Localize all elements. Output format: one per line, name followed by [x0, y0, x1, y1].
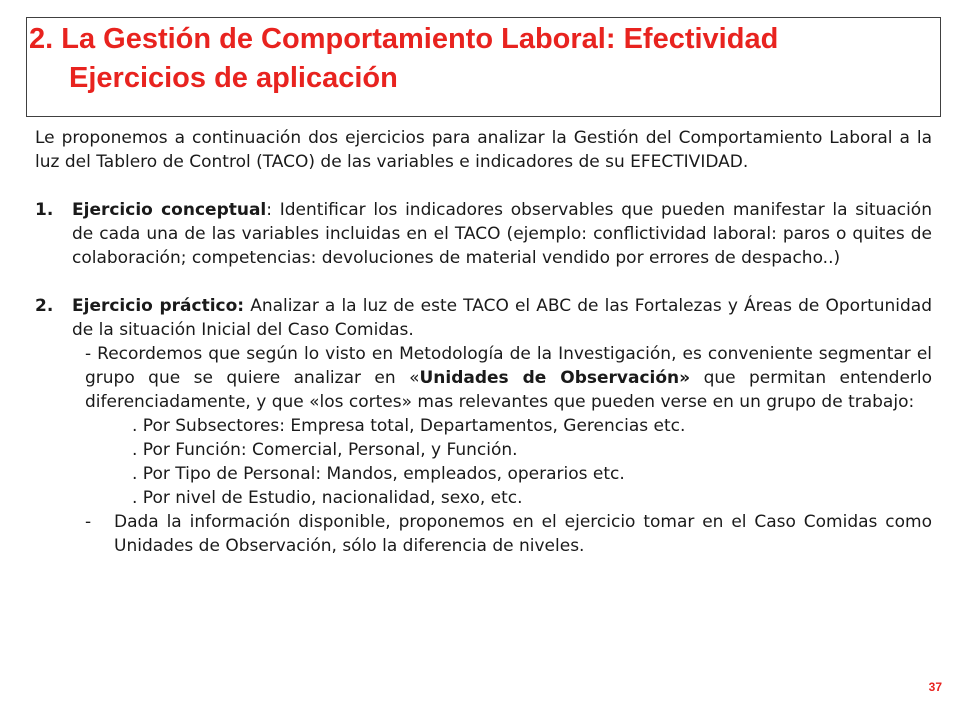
exercise-2-number: 2. [35, 296, 54, 316]
page-number: 37 [928, 680, 942, 694]
exercise-2-label: Ejercicio práctico: [72, 296, 245, 316]
observation-units-text-2: que permitan entenderlo diferenciadamente, y que «los cortes» mas relevantes que pueden verse en un grupo de trabajo: [85, 368, 933, 412]
proposal-paragraph [85, 510, 932, 558]
exercise-2-text: Analizar a la luz de este TACO el ABC de las Fortalezas y Áreas de Oportunidad de la situación Inicial del Caso Comidas. [72, 296, 933, 340]
slide-body [35, 126, 932, 558]
observation-units-text-1: - Recordemos que según lo visto en Metodología de la Investigación, es conveniente segmentar el grupo que se quiere analizar en « [85, 344, 932, 388]
title-box [26, 17, 941, 117]
bullet-nivel-estudio: . Por nivel de Estudio, nacionalidad, sexo, etc. [132, 488, 523, 508]
bullet-funcion: . Por Función: Comercial, Personal, y Función. [132, 440, 518, 460]
intro-paragraph: Le proponemos a continuación dos ejercicios para analizar la Gestión del Comportamiento Laboral a la luz del Tablero de Control (TACO) de las variables e indicadores de su EFECTIVIDAD. [35, 128, 932, 172]
bullet-tipo-personal: . Por Tipo de Personal: Mandos, empleados, operarios etc. [132, 464, 625, 484]
proposal-dash: - [85, 512, 92, 532]
exercise-2 [35, 294, 932, 342]
slide-title: 2. La Gestión de Comportamiento Laboral: Efectividad [29, 23, 779, 55]
slide-subtitle: Ejercicios de aplicación [69, 62, 398, 94]
exercise-1 [35, 198, 932, 270]
observation-units-paragraph [85, 342, 932, 414]
exercise-1-label: Ejercicio conceptual [72, 200, 267, 220]
bullet-subsectores: . Por Subsectores: Empresa total, Departamentos, Gerencias etc. [132, 416, 686, 436]
proposal-text: Dada la información disponible, proponemos en el ejercicio tomar en el Caso Comidas como Unidades de Observación, sólo la diferencia de niveles. [114, 512, 932, 556]
exercise-1-number: 1. [35, 200, 54, 220]
exercise-1-text: : Identificar los indicadores observables que pueden manifestar la situación de cada una de las variables incluidas en el TACO (ejemplo: conflictividad laboral: paros o quites de colaboración; competencias: devoluciones de material vendido por errores de despacho..) [72, 200, 932, 268]
observation-units-bold: Unidades de Observación» [419, 368, 691, 388]
